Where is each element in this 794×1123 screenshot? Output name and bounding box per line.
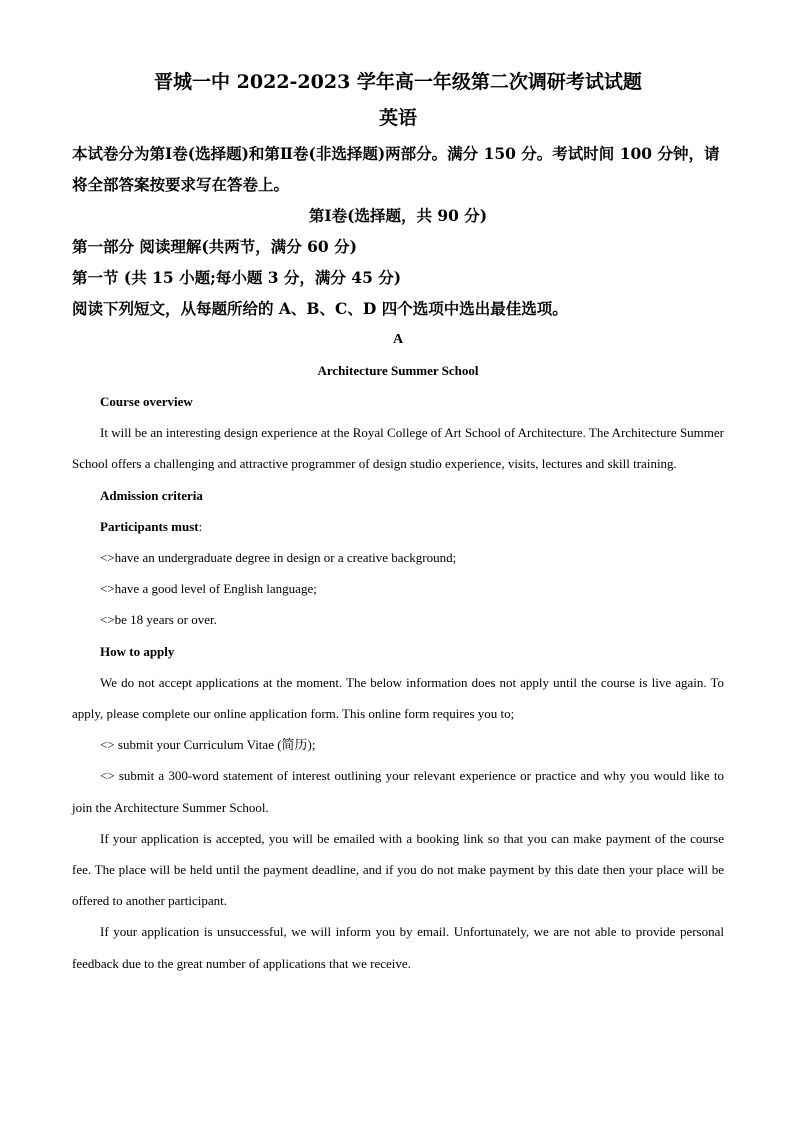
participants-heading-text: Participants must xyxy=(100,518,199,534)
reading-directions: 阅读下列短文，从每题所给的 A、B、C、D 四个选项中选出最佳选项。 xyxy=(72,299,568,318)
course-overview-text: It will be an interesting design experience at the Royal College of Art School of Architecture. The Architecture Summer School offers a challenging and attractive programmer of design studio experience, visits, lectures and skill training. xyxy=(72,425,724,472)
admission-heading: Admission criteria xyxy=(100,487,203,503)
criteria-item: <>have a good level of English language; xyxy=(100,581,317,597)
unsuccessful-text: If your application is unsuccessful, we will inform you by email. Unfortunately, we are not able to provide personal feedback due to the great number of applications that we receive. xyxy=(72,924,724,971)
exam-title: 晋城一中 2022-2023 学年高一年级第二次调研考试试题 xyxy=(154,71,642,93)
accepted-text: If your application is accepted, you will be emailed with a booking link so that you can make payment of the course fee. The place will be held until the payment deadline, and if you do not make payment by this date then your place will be offered to another participant. xyxy=(72,830,724,909)
criteria-item: <>have an undergraduate degree in design or a creative background; xyxy=(100,550,457,566)
criteria-item: <>be 18 years or over. xyxy=(100,612,217,628)
passage-letter: A xyxy=(392,332,404,347)
volume-heading: 第Ⅰ卷(选择题，共 90 分) xyxy=(308,206,488,225)
passage-title: Architecture Summer School xyxy=(317,363,479,378)
how-to-apply-text: We do not accept applications at the moment. The below information does not apply until the course is live again. To apply, please complete our online application form. This online form requires you to; xyxy=(72,674,724,722)
requirement-item: <> submit your Curriculum Vitae (简历); xyxy=(100,737,316,753)
part-heading: 第一部分 阅读理解(共两节，满分 60 分) xyxy=(72,237,357,256)
exam-intro: 本试卷分为第Ⅰ卷(选择题)和第Ⅱ卷(非选择题)两部分。满分 150 分。考试时间 100 分钟，请将全部答案按要求写在答卷上。 xyxy=(72,144,720,194)
participants-heading xyxy=(72,511,724,542)
subject-title: 英语 xyxy=(378,107,417,129)
course-overview-heading: Course overview xyxy=(100,394,193,409)
how-to-apply-heading: How to apply xyxy=(100,643,175,659)
participants-colon: : xyxy=(198,518,203,534)
requirement-item: <> submit a 300-word statement of interest outlining your relevant experience or practice and why you would like to join the Architecture Summer School. xyxy=(72,768,724,815)
section-heading: 第一节 (共 15 小题;每小题 3 分，满分 45 分) xyxy=(72,268,402,287)
